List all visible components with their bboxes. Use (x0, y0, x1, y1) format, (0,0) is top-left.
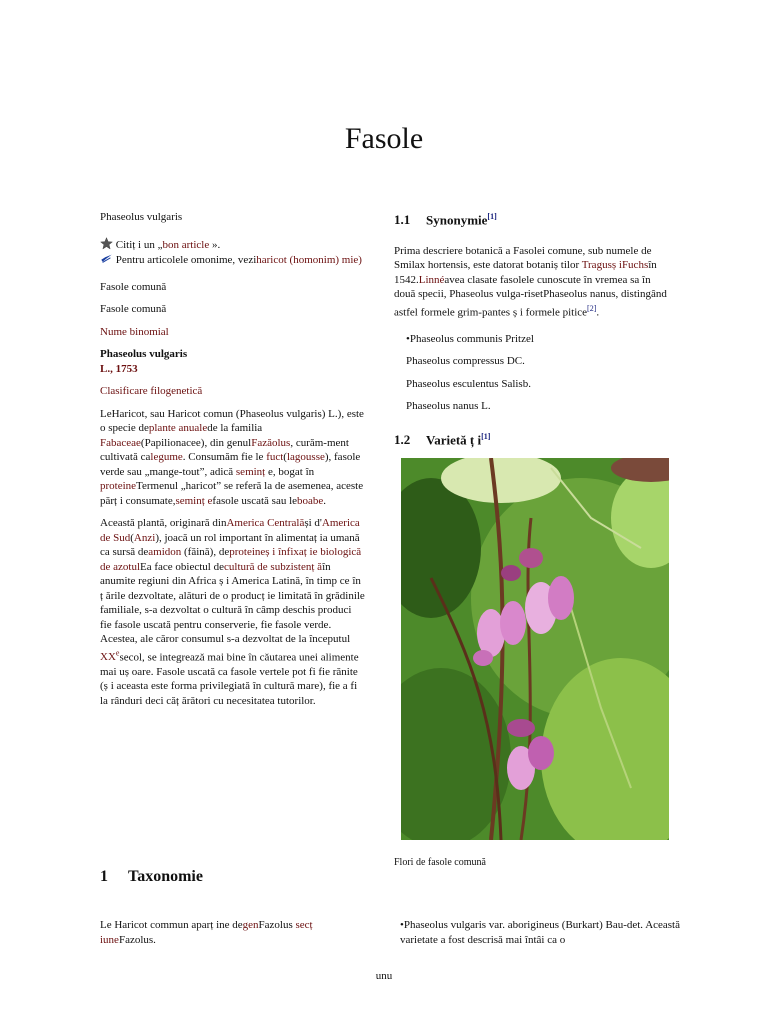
link-anzi[interactable]: Anzi (133, 531, 156, 544)
species-caption: Phaseolus vulgaris (100, 211, 183, 223)
synonymie-paragraph: Prima descriere botanică a Fasolei comune, sub numele de Smilax hortensis, este datorat botaniș tilor Tragusș iFuchsîn 1542.Linnéavea clasate fasolele cunoscute în vremea sa în două specii, Phaseolus vulga-risetPhaseolus nanus, distingând astfel formele grim-pantes ș i formele pitice[2]. (394, 244, 667, 319)
link-fabaceae[interactable]: Fabaceae (100, 436, 141, 449)
synonym-list (394, 332, 674, 414)
bean-flower-photo (401, 458, 669, 840)
good-article-notice: Citiț i un „bon article ». (100, 237, 365, 253)
link-america-de-sud[interactable]: America de Sud (100, 517, 360, 544)
link-fazaolus[interactable]: Fazăolus (251, 436, 291, 449)
link-lagousse[interactable]: lagousse (286, 451, 325, 463)
common-name-secondary: Fasole comună (100, 303, 167, 315)
list-item: •Phaseolus communis Pritzel (406, 332, 534, 345)
list-item: Phaseolus esculentus Salisb. (406, 377, 531, 390)
link-america-centrala[interactable]: America Centrală (226, 517, 305, 529)
list-item: Phaseolus nanus L. (406, 400, 491, 413)
homonym-notice: Pentru articolele omonime, veziharicot (homonim) mie) (100, 252, 365, 268)
section-heading-varietati: 1.2 Varietă ț i[1] (394, 431, 491, 448)
link-amidon[interactable]: amidon (148, 546, 182, 558)
right-column (394, 210, 674, 870)
star-icon (100, 237, 113, 250)
homonym-link[interactable]: haricot (homonim) mie) (256, 254, 362, 266)
page-number: unu (375, 970, 393, 982)
link-fuct[interactable]: fuct (266, 451, 284, 463)
reference-1[interactable]: [1] (487, 212, 497, 221)
binomial-label: Nume binomial (100, 325, 169, 338)
intro-paragraph-1: LeHaricot, sau Haricot comun (Phaseolus vulgaris) L.), este o specie deplante anualede la familia Fabaceae(Papilionacee), din genulFazăolus, curăm-ment cultivată calegume. Consumăm fie le fuct(lagousse), fasole verde sau „mange-tout”, adică seminț e, bogat în proteineTermenul „haricot” se referă la de asemenea, aceste părț i consumate,seminț efasole uscată sau leboabe. (100, 407, 364, 507)
section-heading-synonymie: 1.1 Synonymie[1] (394, 212, 497, 228)
link-sectiune[interactable]: secț iune (100, 919, 313, 946)
binomial-author[interactable]: L., 1753 (100, 362, 138, 375)
good-article-link[interactable]: bon article (162, 238, 210, 251)
taxonomy-paragraph: Le Haricot commun aparț ine degenFazolus secț iuneFazolus. (100, 919, 313, 946)
link-boabe[interactable]: boabe (297, 494, 324, 507)
link-proteine-fixare-azot[interactable]: proteineș i înfixaț ie biologică de azotul (100, 546, 362, 573)
disambiguation-icon (100, 252, 113, 265)
left-column (100, 210, 365, 708)
page-title: Fasole (344, 122, 424, 155)
binomial-name: Phaseolus vulgaris (100, 348, 188, 360)
reference-2[interactable]: [2] (587, 303, 597, 313)
link-seminte-2[interactable]: seminț e (175, 494, 213, 507)
link-gen[interactable]: gen (242, 919, 259, 931)
intro-paragraph-2: Această plantă, originară dinAmerica Centralăși d'America de Sud(Anzi), joacă un rol important în alimentaț ia umană ca sursă deamidon (făină), deproteineș i înfixaț ie biologică de azotulEa face obiectul decultură de subzistenț ăîn anumite regiuni din Africa ș i America Latină, în timp ce în ț ările dezvoltate, alături de o producț ie limitată în grădinile familiale, s-a dezvoltat o cultură în câmp deschis produci fie fasole uscată pentru conserverie, fie fasole verde. Acestea, ale căror consumul s-a dezvoltat de la începutul XXesecol, se integrează mai bine în căutarea unei alimente mai uș oare. Fasole uscată ca fasole vertele pot fi fie rănite (ș i aceasta este forma privilegiată în cultură mare), fie a fi la rânduri deci căț ărători cu necesitatea tutorilor. (100, 517, 365, 707)
reference-1b[interactable]: [1] (481, 431, 491, 441)
link-plante-anuale[interactable]: plante anuale (148, 422, 208, 434)
link-linne[interactable]: Linné (418, 273, 445, 286)
section-heading-taxonomie: 1 Taxonomie (100, 868, 203, 885)
common-name: Fasole comună (100, 280, 167, 293)
figure-caption: Flori de fasole comună (394, 856, 486, 868)
link-secolul-xx[interactable]: XXe (100, 648, 120, 664)
link-seminte[interactable]: seminț (235, 465, 266, 478)
phylogenetic-classification[interactable]: Clasificare filogenetică (100, 385, 203, 397)
link-fuchs[interactable]: Fuchs (621, 259, 649, 272)
link-tragus[interactable]: Tragusș i (581, 259, 622, 272)
link-proteine[interactable]: proteine (100, 480, 137, 492)
link-legume[interactable]: legume (150, 451, 183, 463)
list-item: Phaseolus compressus DC. (406, 355, 525, 368)
link-cultura-subzistenta[interactable]: cultură de subzistenț ă (224, 560, 323, 573)
variety-list-item: •Phaseolus vulgaris var. aborigineus (Burkart) Bau-det. Această varietate a fost descrisă mai întâi ca o (400, 919, 681, 946)
